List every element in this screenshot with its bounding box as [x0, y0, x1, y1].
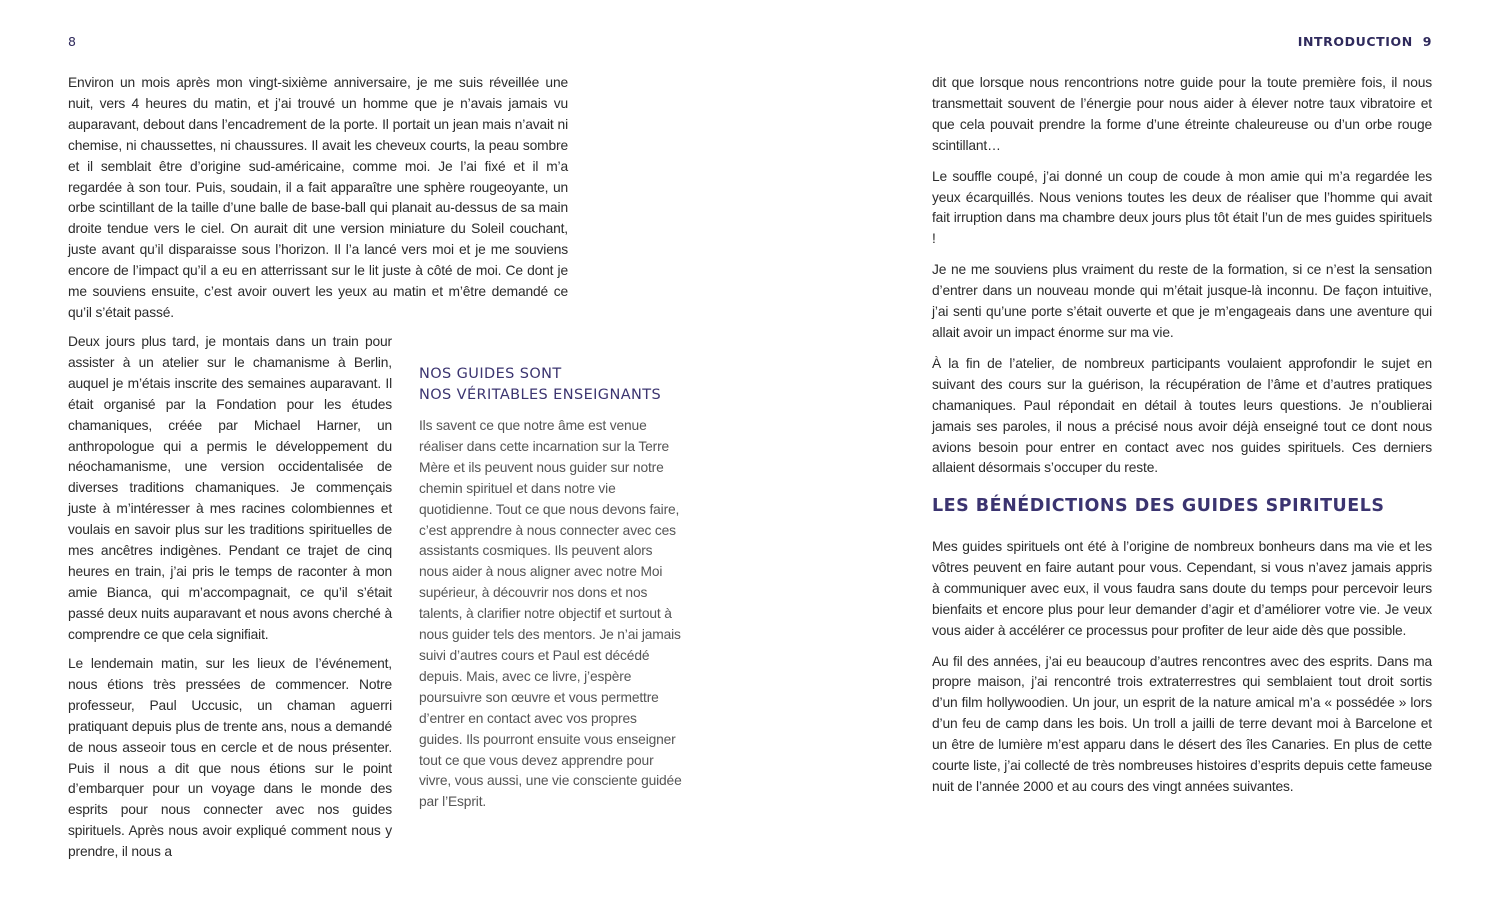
- body-paragraph-7: À la fin de l’atelier, de nombreux participants voulaient approfondir le sujet en suivant des cours sur la guérison, la récupération de l’âme et d’autres pratiques chamaniques. Paul répondait en détail à toutes leurs questions. Je n’oublierai jamais ses paroles, il nous a précisé nous avoir déjà enseigné tout ce dont nous avions besoin pour entrer en contact avec nos guides spirituels. Ces derniers allaient désormais s’occuper du reste.: [932, 355, 1432, 476]
- running-head-title: INTRODUCTION: [1297, 34, 1413, 49]
- page-number-left: 8: [68, 34, 77, 49]
- body-paragraph-2: Deux jours plus tard, je montais dans un train pour assister à un atelier sur le chamanisme à Berlin, auquel je m’étais inscrite des semaines auparavant. Il était organisé par la Fondation pour les études chamaniques, créée par Michael Harner, un anthropologue qui a permis le développement du néochamanisme, une version occidentalisée de diverses traditions chamaniques. Je commençais juste à m’intéresser à mes racines colombiennes et voulais en savoir plus sur les traditions spirituelles de mes ancêtres indigènes. Pendant ce trajet de cinq heures en train, j’ai pris le temps de raconter à mon amie Bianca, qui m’accompagnait, ce qu’il s’était passé deux nuits auparavant et nous avons cherché à comprendre ce que cela signifiait.: [68, 334, 392, 642]
- body-paragraph-8: Mes guides spirituels ont été à l’origine de nombreux bonheurs dans ma vie et les vôtres peuvent en faire autant pour vous. Cependant, si vous n’avez jamais appris à communiquer avec eux, il vous faudra sans doute du temps pour percevoir leurs bienfaits et encore plus pour leur demander d’agir et d’améliorer votre vie. Je veux vous aider à accélérer ce processus pour profiter de leur aide dès que possible.: [932, 539, 1432, 638]
- section-heading: LES BÉNÉDICTIONS DES GUIDES SPIRITUELS: [932, 496, 1385, 516]
- page-number-right: 9: [1422, 34, 1432, 49]
- right-column-bottom: [932, 537, 1432, 798]
- sidebar-heading-line-1: NOS GUIDES SONT: [419, 366, 562, 382]
- sidebar-heading-line-2: NOS VÉRITABLES ENSEIGNANTS: [419, 386, 662, 403]
- body-paragraph-1: Environ un mois après mon vingt-sixième anniversaire, je me suis réveillée une nuit, vers 4 heures du matin, et j’ai trouvé un homme que je n’avais jamais vu auparavant, debout dans l’encadrement de la porte. Il portait un jean mais n’avait ni chemise, ni chaussettes, ni chaussures. Il avait les cheveux courts, la peau sombre et il semblait être d’origine sud-américaine, comme moi. Je l’ai fixé et il m’a regardée à son tour. Puis, soudain, il a fait apparaître une sphère rougeoyante, un orbe scintillant de la taille d’une balle de base-ball qui planait au-dessus de sa main droite tendue vers le ciel. On aurait dit une version miniature du Soleil couchant, juste avant qu’il disparaisse sous l’horizon. Il l’a lancé vers moi et je me souviens encore de l’impact qu’il a eu en atterrissant sur le lit juste à côté de moi. Ce dont je me souviens ensuite, c’est avoir ouvert les yeux au matin et m’être demandé ce qu’il s’était passé.: [68, 75, 568, 320]
- body-paragraph-4: dit que lorsque nous rencontrions notre guide pour la toute première fois, il nous transmettait souvent de l’énergie pour nous aider à élever notre taux vibratoire et que cela pouvait prendre la forme d’une étreinte chaleureuse ou d’un orbe rouge scintillant…: [932, 75, 1432, 153]
- right-column-top: [932, 73, 1432, 479]
- body-paragraph-3: Le lendemain matin, sur les lieux de l’événement, nous étions très pressées de commencer. Notre professeur, Paul Uccusic, un chaman aguerri pratiquant depuis plus de trente ans, nous a demandé de nous asseoir tous en cercle et de nous présenter. Puis il nous a dit que nous étions sur le point d’embarquer pour un voyage dans le monde des esprits pour nous connecter avec nos guides spirituels. Après nous avoir expliqué comment nous y prendre, il nous a: [68, 656, 392, 860]
- body-paragraph-6: Je ne me souviens plus vraiment du reste de la formation, si ce n’est la sensation d’entrer dans un nouveau monde qui m’était jusque-là inconnu. De façon intuitive, j’ai senti qu’une porte s’était ouverte et que je m’engageais dans une aventure qui allait avoir un impact énorme sur ma vie.: [932, 262, 1432, 340]
- sidebar-callout: [419, 364, 689, 813]
- sidebar-body: Ils savent ce que notre âme est venue réaliser dans cette incarnation sur la Terre Mère et ils peuvent nous guider sur notre chemin spirituel et dans notre vie quotidienne. Tout ce que nous devons faire, c’est apprendre à nous connecter avec ces assistants cosmiques. Ils peuvent alors nous aider à nous aligner avec notre Moi supérieur, à découvrir nos dons et nos talents, à clarifier notre objectif et surtout à nous guider tels des mentors. Je n’ai jamais suivi d’autres cours et Paul est décédé depuis. Mais, avec ce livre, j’espère poursuivre son œuvre et vous permettre d’entrer en contact avec vos propres guides. Ils pourront ensuite vous enseigner tout ce que vous devez apprendre pour vivre, vous aussi, une vie consciente guidée par l’Esprit.: [419, 418, 682, 810]
- body-paragraph-5: Le souffle coupé, j’ai donné un coup de coude à mon amie qui m’a regardée les yeux écarquillés. Nous venions toutes les deux de réaliser que l’homme qui avait fait irruption dans ma chambre deux jours plus tôt était l’un de mes guides spirituels !: [932, 168, 1432, 247]
- running-head: [1298, 34, 1432, 49]
- body-paragraph-9: Au fil des années, j’ai eu beaucoup d’autres rencontres avec des esprits. Dans ma propre maison, j’ai rencontré trois extraterrestres qui semblaient tout droit sortis d’un film hollywoodien. Un jour, un esprit de la nature amical m’a « possédée » lors d’un feu de camp dans les bois. Un troll a jailli de terre devant moi à Barcelone et un être de lumière m’est apparu dans le désert des îles Canaries. En plus de cette courte liste, j’ai collecté de très nombreuses histoires d’esprits depuis cette fameuse nuit de l’année 2000 et au cours des vingt années suivantes.: [932, 653, 1432, 794]
